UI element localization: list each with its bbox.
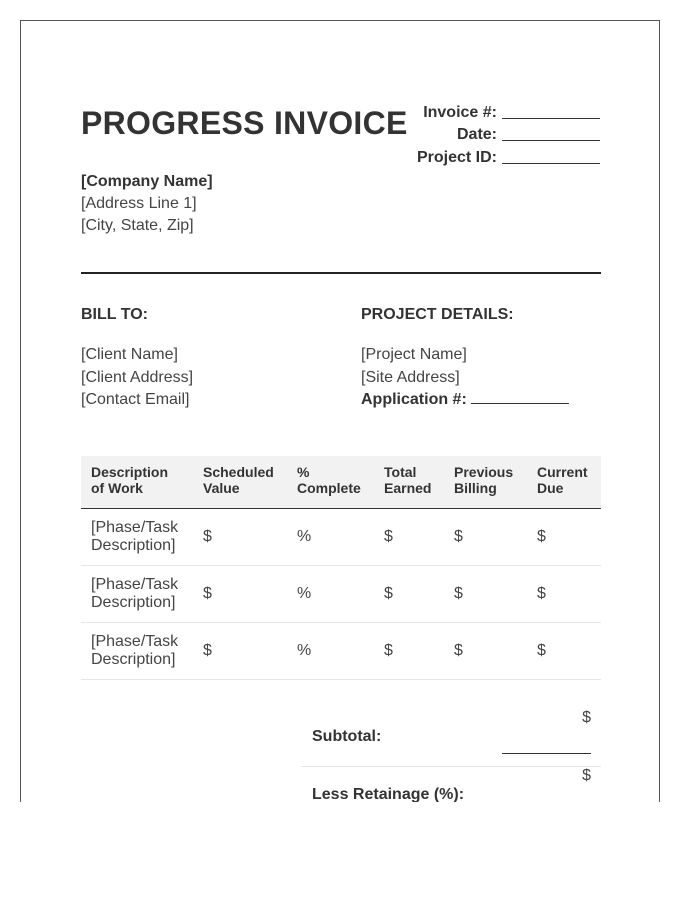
- site-address: [Site Address]: [361, 368, 460, 386]
- header-divider: [81, 272, 601, 274]
- company-block: [81, 171, 213, 237]
- project-details-heading: PROJECT DETAILS:: [361, 306, 514, 323]
- application-number-field: [361, 389, 569, 412]
- scheduled-value-cell[interactable]: $: [193, 623, 287, 680]
- bill-to-block: [81, 344, 193, 412]
- invoice-number-field: [340, 99, 600, 122]
- project-id-blank[interactable]: [502, 149, 600, 164]
- application-number-label: Application #:: [361, 391, 467, 408]
- subtotal-label: Subtotal:: [312, 728, 382, 745]
- percent-complete-cell[interactable]: %: [287, 566, 374, 623]
- column-header-description: Description of Work: [81, 456, 193, 509]
- description-cell[interactable]: [Phase/Task Description]: [81, 509, 193, 566]
- current-due-cell[interactable]: $: [527, 566, 601, 623]
- retainage-row: [301, 767, 601, 802]
- invoice-number-label: Invoice #:: [423, 103, 497, 121]
- column-header-previous-billing: Previous Billing: [444, 456, 527, 509]
- invoice-page: [20, 20, 660, 802]
- column-header-total-earned: Total Earned: [374, 456, 444, 509]
- summary-block: [301, 709, 601, 802]
- project-id-field: [340, 144, 600, 167]
- invoice-title: PROGRESS INVOICE: [81, 105, 408, 141]
- table-row: [81, 509, 601, 566]
- previous-billing-cell[interactable]: $: [444, 623, 527, 680]
- percent-complete-cell[interactable]: %: [287, 509, 374, 566]
- project-details-block: [361, 344, 569, 412]
- subtotal-row: [301, 709, 601, 767]
- scheduled-value-cell[interactable]: $: [193, 566, 287, 623]
- current-due-cell[interactable]: $: [527, 509, 601, 566]
- table-header-row: [81, 456, 601, 509]
- project-id-label: Project ID:: [416, 148, 497, 166]
- date-label: Date:: [456, 126, 497, 143]
- line-items-table: [81, 456, 601, 680]
- table-row: [81, 623, 601, 680]
- column-header-current-due: Current Due: [527, 456, 601, 509]
- company-name: [Company Name]: [81, 173, 213, 190]
- date-field: [340, 122, 600, 145]
- date-blank[interactable]: [502, 126, 600, 141]
- application-number-blank[interactable]: [471, 389, 569, 404]
- percent-complete-cell[interactable]: %: [287, 623, 374, 680]
- retainage-label: Less Retainage (%):: [312, 786, 465, 802]
- invoice-number-blank[interactable]: [502, 104, 600, 119]
- retainage-value[interactable]: $: [582, 767, 591, 784]
- contact-email: [Contact Email]: [81, 391, 190, 408]
- company-address-line: [Address Line 1]: [81, 195, 197, 212]
- column-header-percent-complete: % Complete: [287, 456, 374, 509]
- bill-to-heading: BILL TO:: [81, 306, 148, 323]
- previous-billing-cell[interactable]: $: [444, 566, 527, 623]
- column-header-scheduled-value: Scheduled Value: [193, 456, 287, 509]
- invoice-meta-block: [340, 99, 600, 167]
- company-city-state-zip: [City, State, Zip]: [81, 217, 194, 234]
- total-earned-cell[interactable]: $: [374, 566, 444, 623]
- scheduled-value-cell[interactable]: $: [193, 509, 287, 566]
- client-address: [Client Address]: [81, 368, 194, 386]
- total-earned-cell[interactable]: $: [374, 623, 444, 680]
- project-name: [Project Name]: [361, 346, 467, 363]
- client-name: [Client Name]: [81, 346, 178, 363]
- description-cell[interactable]: [Phase/Task Description]: [81, 623, 193, 680]
- total-earned-cell[interactable]: $: [374, 509, 444, 566]
- previous-billing-cell[interactable]: $: [444, 509, 527, 566]
- subtotal-blank[interactable]: [502, 753, 591, 754]
- current-due-cell[interactable]: $: [527, 623, 601, 680]
- subtotal-value[interactable]: $: [582, 709, 591, 726]
- description-cell[interactable]: [Phase/Task Description]: [81, 566, 193, 623]
- table-row: [81, 566, 601, 623]
